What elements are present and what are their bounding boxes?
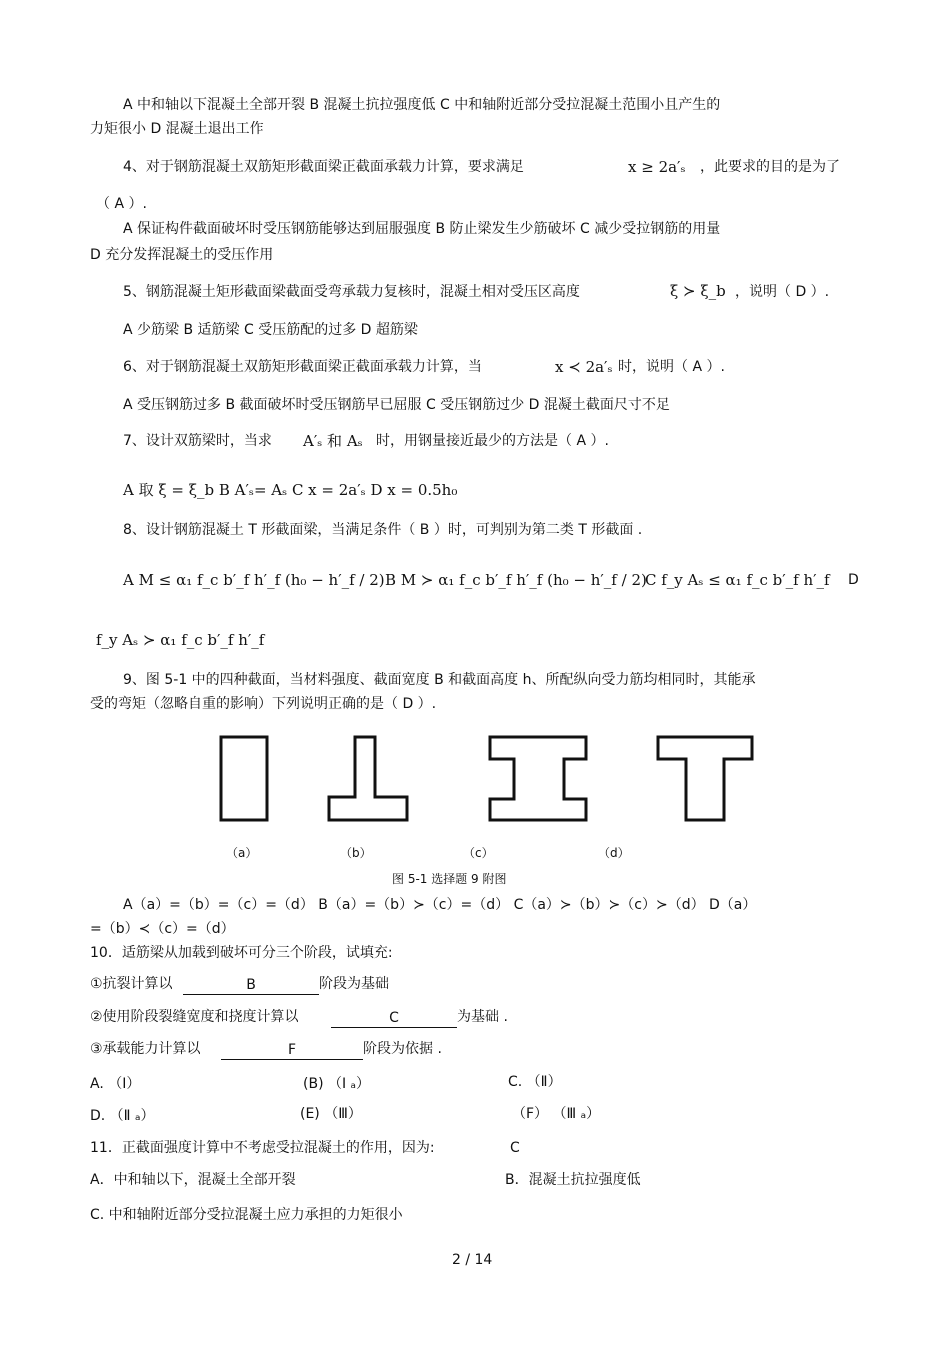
q4-answer: （ A ）. bbox=[96, 196, 147, 212]
q8-option-d: f_y Aₛ ≻ α₁ f_c b′_f h′_f bbox=[96, 631, 265, 649]
q7-options: A 取 ξ = ξ_b B A′ₛ= Aₛ C x = 2a′ₛ D x = 0.5h₀ bbox=[123, 481, 458, 499]
q10-item2-pre: ②使用阶段裂缝宽度和挠度计算以 bbox=[90, 1009, 299, 1025]
section-d-t-beam bbox=[658, 737, 752, 820]
q10-item3-pre: ③承载能力计算以 bbox=[90, 1041, 201, 1057]
q10-item2-blank bbox=[331, 1007, 457, 1028]
q4-options-line2: D 充分发挥混凝土的受压作用 bbox=[90, 247, 274, 263]
q4-options-line1: A 保证构件截面破坏时受压钢筋能够达到屈服强度 B 防止梁发生少筋破坏 C 减少受拉钢筋的用量 bbox=[123, 221, 721, 237]
q5-condition: ξ ≻ ξ_b bbox=[670, 282, 726, 300]
q10-stem: 10．适筋梁从加载到破坏可分三个阶段，试填充: bbox=[90, 945, 393, 961]
q10-option-a: A. （Ⅰ） bbox=[90, 1076, 141, 1092]
q3-options-line2: 力矩很小 D 混凝土退出工作 bbox=[90, 121, 264, 137]
q8-option-b: B M ≻ α₁ f_c b′_f h′_f (h₀ − h′_f / 2) bbox=[385, 571, 647, 589]
q5-stem: 5、钢筋混凝土矩形截面梁截面受弯承载力复核时，混凝土相对受压区高度 bbox=[123, 284, 580, 300]
q6-stem: 6、对于钢筋混凝土双筋矩形截面梁正截面承载力计算，当 bbox=[123, 359, 482, 375]
q9-stem-line1: 9、图 5-1 中的四种截面，当材料强度、截面宽度 B 和截面高度 h、所配纵向受力筋均相同时，其能承 bbox=[123, 672, 756, 688]
q10-option-c: C. （Ⅱ） bbox=[508, 1074, 562, 1090]
q10-item1-answer: B bbox=[246, 977, 256, 993]
q10-item1 bbox=[90, 974, 389, 995]
q11-option-b: B．混凝土抗拉强度低 bbox=[505, 1172, 641, 1188]
q10-option-d: D. （Ⅱ ₐ） bbox=[90, 1108, 155, 1124]
q8-option-c: C f_y Aₛ ≤ α₁ f_c b′_f h′_f bbox=[645, 571, 830, 589]
q10-item3-post: 阶段为依据 . bbox=[363, 1041, 442, 1057]
figure-5-1-cross-sections bbox=[200, 725, 760, 845]
figure-label-c: （c） bbox=[463, 846, 494, 860]
q10-option-b: (B) （Ⅰ ₐ） bbox=[303, 1076, 371, 1092]
figure-caption: 图 5-1 选择题 9 附图 bbox=[392, 872, 507, 886]
q11-option-c: C. 中和轴附近部分受拉混凝土应力承担的力矩很小 bbox=[90, 1207, 403, 1223]
q4-stem-tail: ，此要求的目的是为了 bbox=[700, 159, 840, 175]
q3-options-line1: A 中和轴以下混凝土全部开裂 B 混凝土抗拉强度低 C 中和轴附近部分受拉混凝土范围小且产生的 bbox=[123, 97, 721, 113]
q5-options: A 少筋梁 B 适筋梁 C 受压筋配的过多 D 超筋梁 bbox=[123, 322, 418, 338]
q10-item3 bbox=[90, 1039, 442, 1060]
section-b-inverted-t bbox=[329, 737, 407, 820]
q10-item2-post: 为基础 . bbox=[457, 1009, 508, 1025]
q9-options-line1: A（a）=（b）=（c）=（d） B（a）=（b）≻（c）=（d） C（a）≻（b）≻（c）≻（d） D（a） bbox=[123, 897, 757, 913]
section-c-i-beam bbox=[490, 737, 586, 820]
q6-options: A 受压钢筋过多 B 截面破坏时受压钢筋早已屈服 C 受压钢筋过少 D 混凝土截面尺寸不足 bbox=[123, 397, 670, 413]
q9-stem-line2: 受的弯矩（忽略自重的影响）下列说明正确的是（ D ）. bbox=[90, 696, 437, 712]
q7-stem: 7、设计双筋梁时，当求 bbox=[123, 433, 272, 449]
q9-options-line2: =（b）≺（c）=（d） bbox=[90, 921, 235, 937]
q10-option-e: (E) （Ⅲ） bbox=[300, 1106, 362, 1122]
q4-stem: 4、对于钢筋混凝土双筋矩形截面梁正截面承载力计算，要求满足 bbox=[123, 159, 524, 175]
q6-condition: x ≺ 2a′ₛ bbox=[555, 358, 613, 376]
q7-vars: A′ₛ 和 Aₛ bbox=[303, 432, 363, 450]
figure-label-d: （d） bbox=[598, 846, 630, 860]
q11-option-a: A．中和轴以下，混凝土全部开裂 bbox=[90, 1172, 296, 1188]
q6-tail: 时，说明（ A ）. bbox=[618, 359, 725, 375]
q10-item1-pre: ①抗裂计算以 bbox=[90, 976, 173, 992]
q4-condition: x ≥ 2a′ₛ bbox=[628, 158, 686, 176]
q10-item3-answer: F bbox=[287, 1042, 297, 1058]
q10-item2-answer: C bbox=[389, 1010, 399, 1026]
figure-label-b: （b） bbox=[340, 846, 372, 860]
figure-label-a: （a） bbox=[226, 846, 258, 860]
q10-option-f: （F） （Ⅲ ₐ） bbox=[512, 1106, 601, 1122]
q8-option-a: A M ≤ α₁ f_c b′_f h′_f (h₀ − h′_f / 2) bbox=[123, 571, 385, 589]
q11-answer: C bbox=[510, 1140, 520, 1156]
q10-item3-blank bbox=[221, 1039, 363, 1060]
q7-tail: 时，用钢量接近最少的方法是（ A ）. bbox=[376, 433, 609, 449]
q11-stem: 11．正截面强度计算中不考虑受拉混凝土的作用，因为: bbox=[90, 1140, 435, 1156]
q8-stem: 8、设计钢筋混凝土 T 形截面梁，当满足条件（ B ）时，可判别为第二类 T 形截面 . bbox=[123, 522, 643, 538]
q10-item1-post: 阶段为基础 bbox=[319, 976, 390, 992]
q8-option-d-label: D bbox=[848, 572, 859, 588]
section-a-rectangle bbox=[221, 737, 267, 820]
page-number: 2 / 14 bbox=[452, 1252, 493, 1268]
q10-item2 bbox=[90, 1007, 508, 1028]
q10-item1-blank bbox=[183, 974, 319, 995]
q5-tail: ，说明（ D ）. bbox=[735, 284, 830, 300]
